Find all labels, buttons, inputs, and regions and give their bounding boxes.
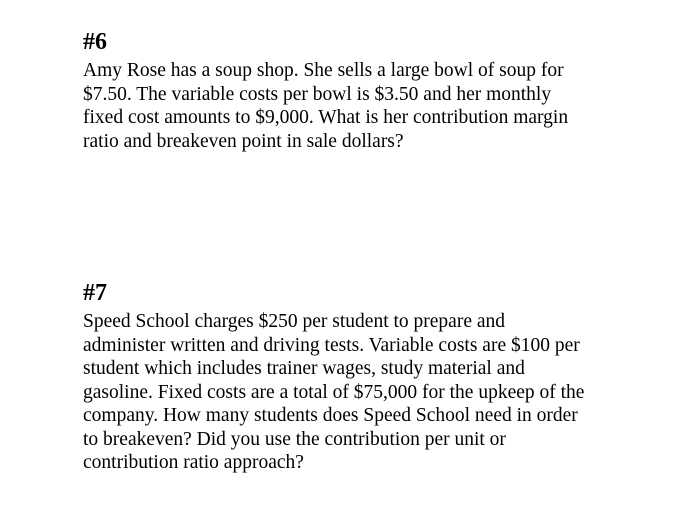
problem-6 (83, 27, 643, 153)
problem-number: #7 (83, 280, 107, 306)
problem-text: Amy Rose has a soup shop. She sells a large bowl of soup for $7.50. The variable costs per bowl is $3.50 and her monthly fixed cost amounts to $9,000. What is her contribution margin ratio and breakeven point in sale dollars? (83, 60, 569, 152)
problem-number: #6 (83, 29, 107, 55)
problem-7 (83, 278, 643, 475)
problem-text: Speed School charges $250 per student to prepare and administer written and driving tests. Variable costs are $100 per student which includes trainer wages, study material and gasoline. Fixed costs are a total of $75,000 for the upkeep of the company. How many students does Speed School need in order to breakeven? Did you use the contribution per unit or contribution ratio approach? (83, 311, 585, 473)
